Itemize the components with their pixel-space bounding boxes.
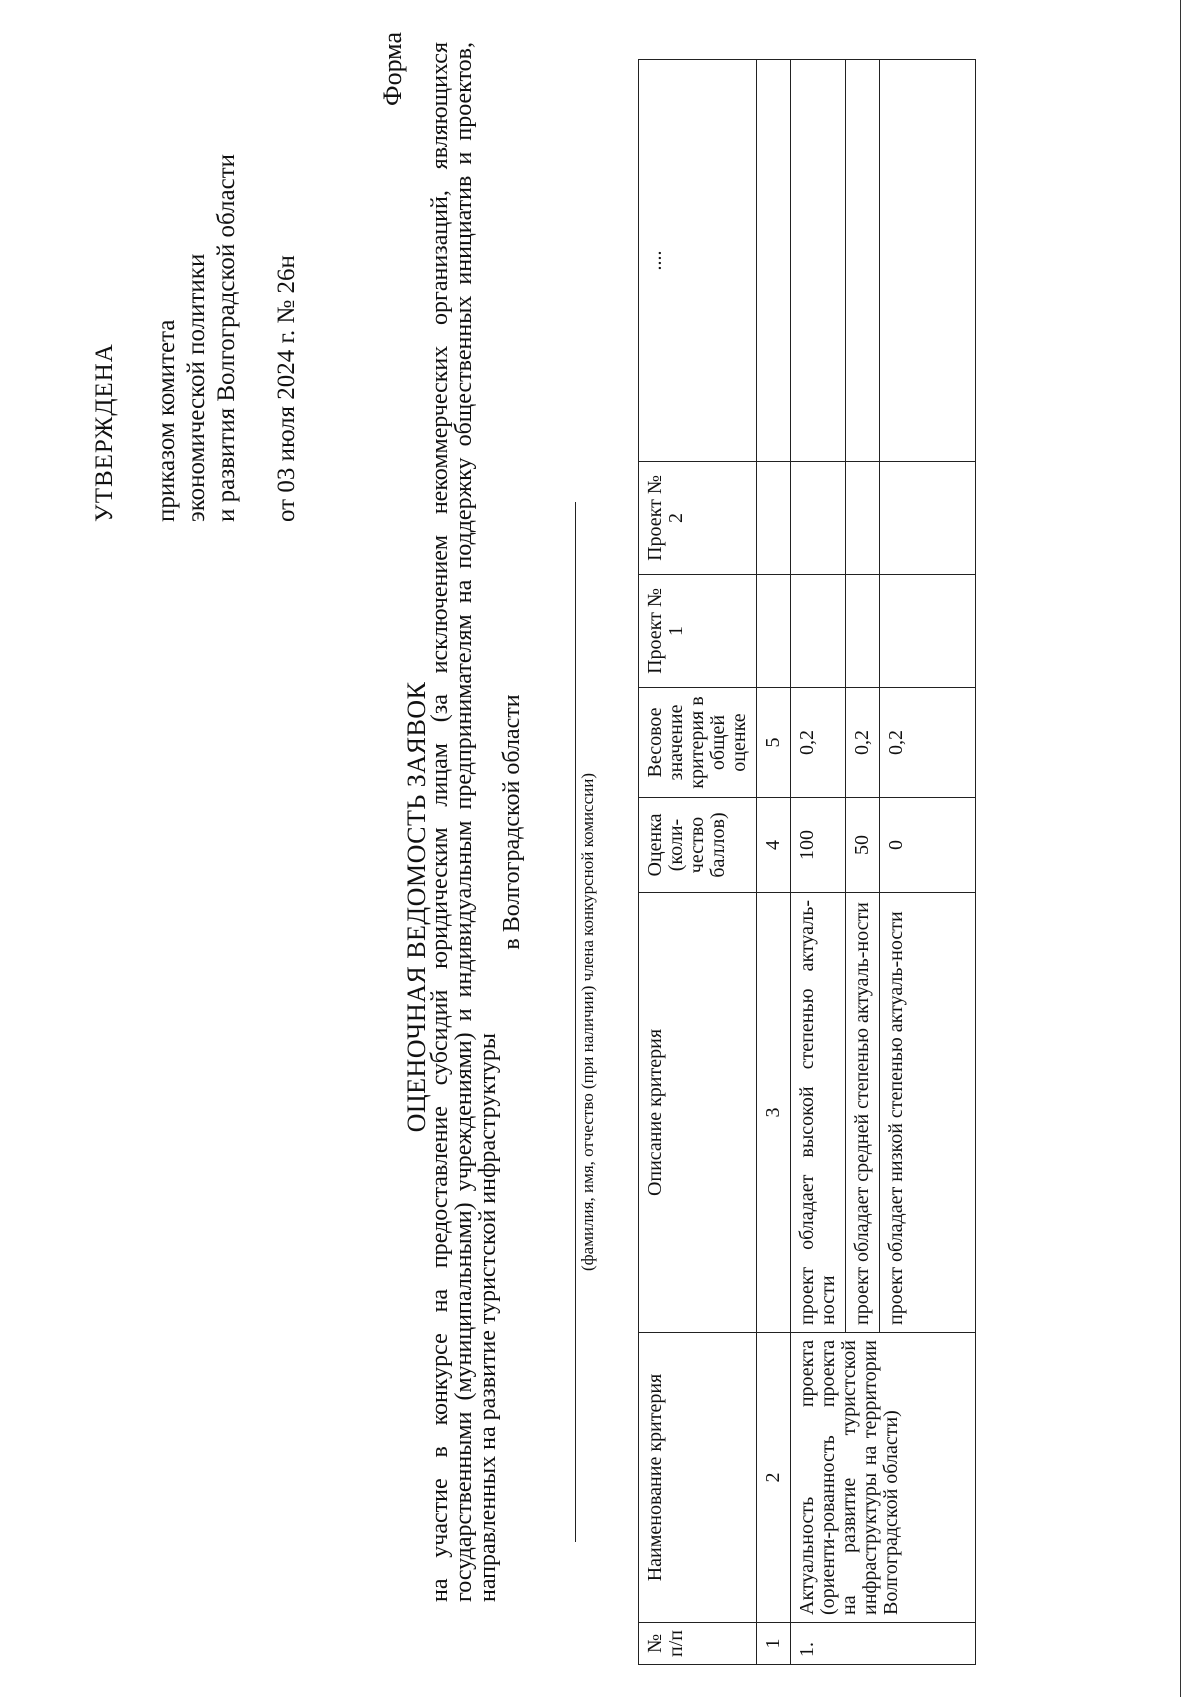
column-number: 4 [757, 798, 791, 893]
column-number-row [757, 60, 791, 1665]
project-1-cell [791, 575, 846, 688]
approval-line-2: экономической политики [183, 253, 210, 522]
member-name-caption: (фамилия, имя, отчество (при наличии) члена конкурсной комиссии) [578, 773, 597, 1271]
approval-date: от 03 июля 2024 г. № 26н [273, 255, 300, 522]
criterion-score: 50 [846, 798, 880, 893]
project-2-cell [846, 462, 880, 575]
column-number: 5 [757, 688, 791, 798]
header-project-1: Проект № 1 [639, 575, 757, 688]
scan-edge-line [1180, 0, 1181, 1697]
document-subtitle [428, 42, 524, 1602]
column-number: 1 [757, 1623, 791, 1665]
header-score: Оценка (коли-чество баллов) [639, 798, 757, 893]
approval-block [90, 52, 302, 522]
more-cell [880, 60, 976, 462]
criterion-name: Актуальность проекта (ориенти-рованность проекта на развитие туристской инфраструктуры на территории Волгоградской области) [791, 1333, 976, 1623]
criterion-num: 1. [791, 1623, 976, 1665]
table-header-row [639, 60, 757, 1665]
header-name: Наименование критерия [639, 1333, 757, 1623]
subtitle-region: в Волгоградской области [499, 694, 525, 950]
project-2-cell [791, 462, 846, 575]
table-row [791, 60, 846, 1665]
header-more: .... [639, 60, 757, 462]
column-number: 3 [757, 893, 791, 1333]
project-1-cell [846, 575, 880, 688]
criterion-weight: 0,2 [846, 688, 880, 798]
criteria-table [638, 59, 976, 1665]
criterion-weight: 0,2 [880, 688, 976, 798]
approval-line-3: и развития Волгоградской области [213, 153, 240, 522]
empty-cell [757, 575, 791, 688]
empty-cell [757, 60, 791, 462]
member-name-line [575, 502, 576, 1542]
header-num: № п/п [639, 1623, 757, 1665]
criterion-score: 100 [791, 798, 846, 893]
header-project-2: Проект № 2 [639, 462, 757, 575]
empty-cell [757, 462, 791, 575]
subtitle-main: на участие в конкурсе на предоставление субсидий юридическим лицам (за исключением некоммерческих организаций, являющихся государственными (муниципальными) учреждениями) и индивидуальным предпринимателям на поддержку общественных инициатив и проектов, направленных на развитие туристской инфраструктуры [427, 42, 501, 1602]
criterion-desc: проект обладает высокой степенью актуаль-ности [791, 893, 846, 1333]
more-cell [846, 60, 880, 462]
criterion-score: 0 [880, 798, 976, 893]
header-weight: Весовое значение критерия в общей оценке [639, 688, 757, 798]
approval-line-1: приказом комитета [153, 319, 180, 522]
column-number: 2 [757, 1333, 791, 1623]
criterion-desc: проект обладает средней степенью актуаль-ности [846, 893, 880, 1333]
document-title: ОЦЕНОЧНАЯ ВЕДОМОСТЬ ЗАЯВОК [402, 681, 431, 1133]
more-cell [791, 60, 846, 462]
header-desc: Описание критерия [639, 893, 757, 1333]
approval-title: УТВЕРЖДЕНА [91, 343, 118, 522]
criterion-weight: 0,2 [791, 688, 846, 798]
criterion-desc: проект обладает низкой степенью актуаль-ности [880, 893, 976, 1333]
project-2-cell [880, 462, 976, 575]
form-label: Форма [378, 32, 407, 106]
project-1-cell [880, 575, 976, 688]
